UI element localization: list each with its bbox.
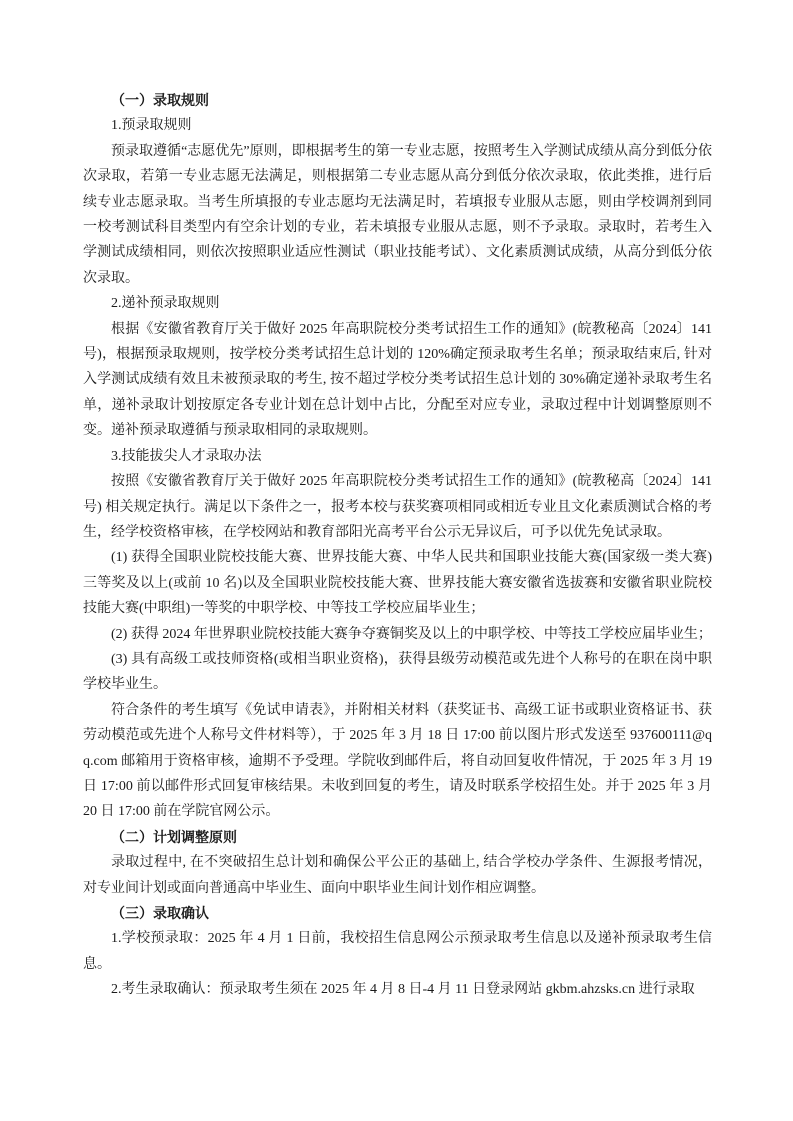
paragraph: 预录取遵循“志愿优先”原则，即根据考生的第一专业志愿，按照考生入学测试成绩从高分到低分依次录取，若第一专业志愿无法满足，则根据第二专业志愿从高分到低分依次录取，依此类推，进行后续专业志愿录取。当考生所填报的专业志愿均无法满足时，若填报专业服从志愿，则由学校调剂到同一校考测试科目类型内有空余计划的专业，若未填报专业服从志愿，则不予录取。录取时，若考生入学测试成绩相同，则依次按照职业适应性测试（职业技能考试）、文化素质测试成绩，从高分到低分依次录取。 — [83, 143, 712, 286]
section-heading: （二）计划调整原则 — [111, 828, 237, 845]
paragraph: 按照《安徽省教育厅关于做好 2025 年高职院校分类考试招生工作的通知》(皖教秘高〔2024〕141 号) 相关规定执行。满足以下条件之一，报考本校与获奖赛项相同或相近专业且文化素质测试合格的考生，经学校资格审核，在学校网站和教育部阳光高考平台公示无异议后，可予以优先免试录取。 — [83, 474, 712, 540]
paragraph: (2) 获得 2024 年世界职业院校技能大赛争夺赛铜奖及以上的中职学校、中等技工学校应届毕业生； — [111, 626, 712, 642]
paragraph: 2.考生录取确认：预录取考生须在 2025 年 4 月 8 日-4 月 11 日登录网站 gkbm.ahzsks.cn 进行录取 — [111, 982, 695, 998]
paragraph: 1.预录取规则 — [111, 118, 192, 134]
paragraph: 根据《安徽省教育厅关于做好 2025 年高职院校分类考试招生工作的通知》(皖教秘高〔2024〕141 号)，根据预录取规则，按学校分类考试招生总计划的 120%确定预录取考生名单；预录取结束后, 针对入学测试成绩有效且未被预录取的考生, 按不超过学校分类考试招生总计划的 30%确定递补录取考生名单，递补录取计划按原定各专业计划在总计划中占比，分配至对应专业，录取过程中计划调整原则不变。递补预录取遵循与预录取相同的录取规则。 — [83, 321, 712, 439]
paragraph: (3) 具有高级工或技师资格(或相当职业资格)，获得县级劳动模范或先进个人称号的在职在岗中职学校毕业生。 — [83, 651, 712, 693]
paragraph: 符合条件的考生填写《免试申请表》，并附相关材料（获奖证书、高级工证书或职业资格证书、获劳动模范或先进个人称号文件材料等），于 2025 年 3 月 18 日 17:00 前以图片形式发送至 937600111@qq.com 邮箱用于资格审核，逾期不予受理。学院收到邮件后，将自动回复收件情况，于 2025 年 3 月 19 日 17:00 前以邮件形式回复审核结果。未收到回复的考生，请及时联系学校招生处。并于 2025 年 3 月 20 日 17:00 前在学院官网公示。 — [83, 702, 712, 820]
paragraph: 3.技能拔尖人才录取办法 — [111, 448, 262, 464]
paragraph: 1.学校预录取：2025 年 4 月 1 日前，我校招生信息网公示预录取考生信息以及递补预录取考生信息。 — [83, 931, 712, 972]
paragraph: 2.递补预录取规则 — [111, 296, 220, 312]
document-content — [83, 88, 712, 1003]
section-heading: （三）录取确认 — [111, 905, 209, 921]
paragraph: 录取过程中, 在不突破招生总计划和确保公平公正的基础上, 结合学校办学条件、生源报考情况，对专业间计划或面向普通高中毕业生、面向中职毕业生间计划作相应调整。 — [83, 855, 712, 896]
section-heading: （一）录取规则 — [111, 92, 209, 108]
paragraph: (1) 获得全国职业院校技能大赛、世界技能大赛、中华人民共和国职业技能大赛(国家级一类大赛)三等奖及以上(或前 10 名)以及全国职业院校技能大赛、世界技能大赛安徽省选拔赛和安徽省职业院校技能大赛(中职组)一等奖的中职学校、中等技工学校应届毕业生； — [83, 550, 712, 617]
